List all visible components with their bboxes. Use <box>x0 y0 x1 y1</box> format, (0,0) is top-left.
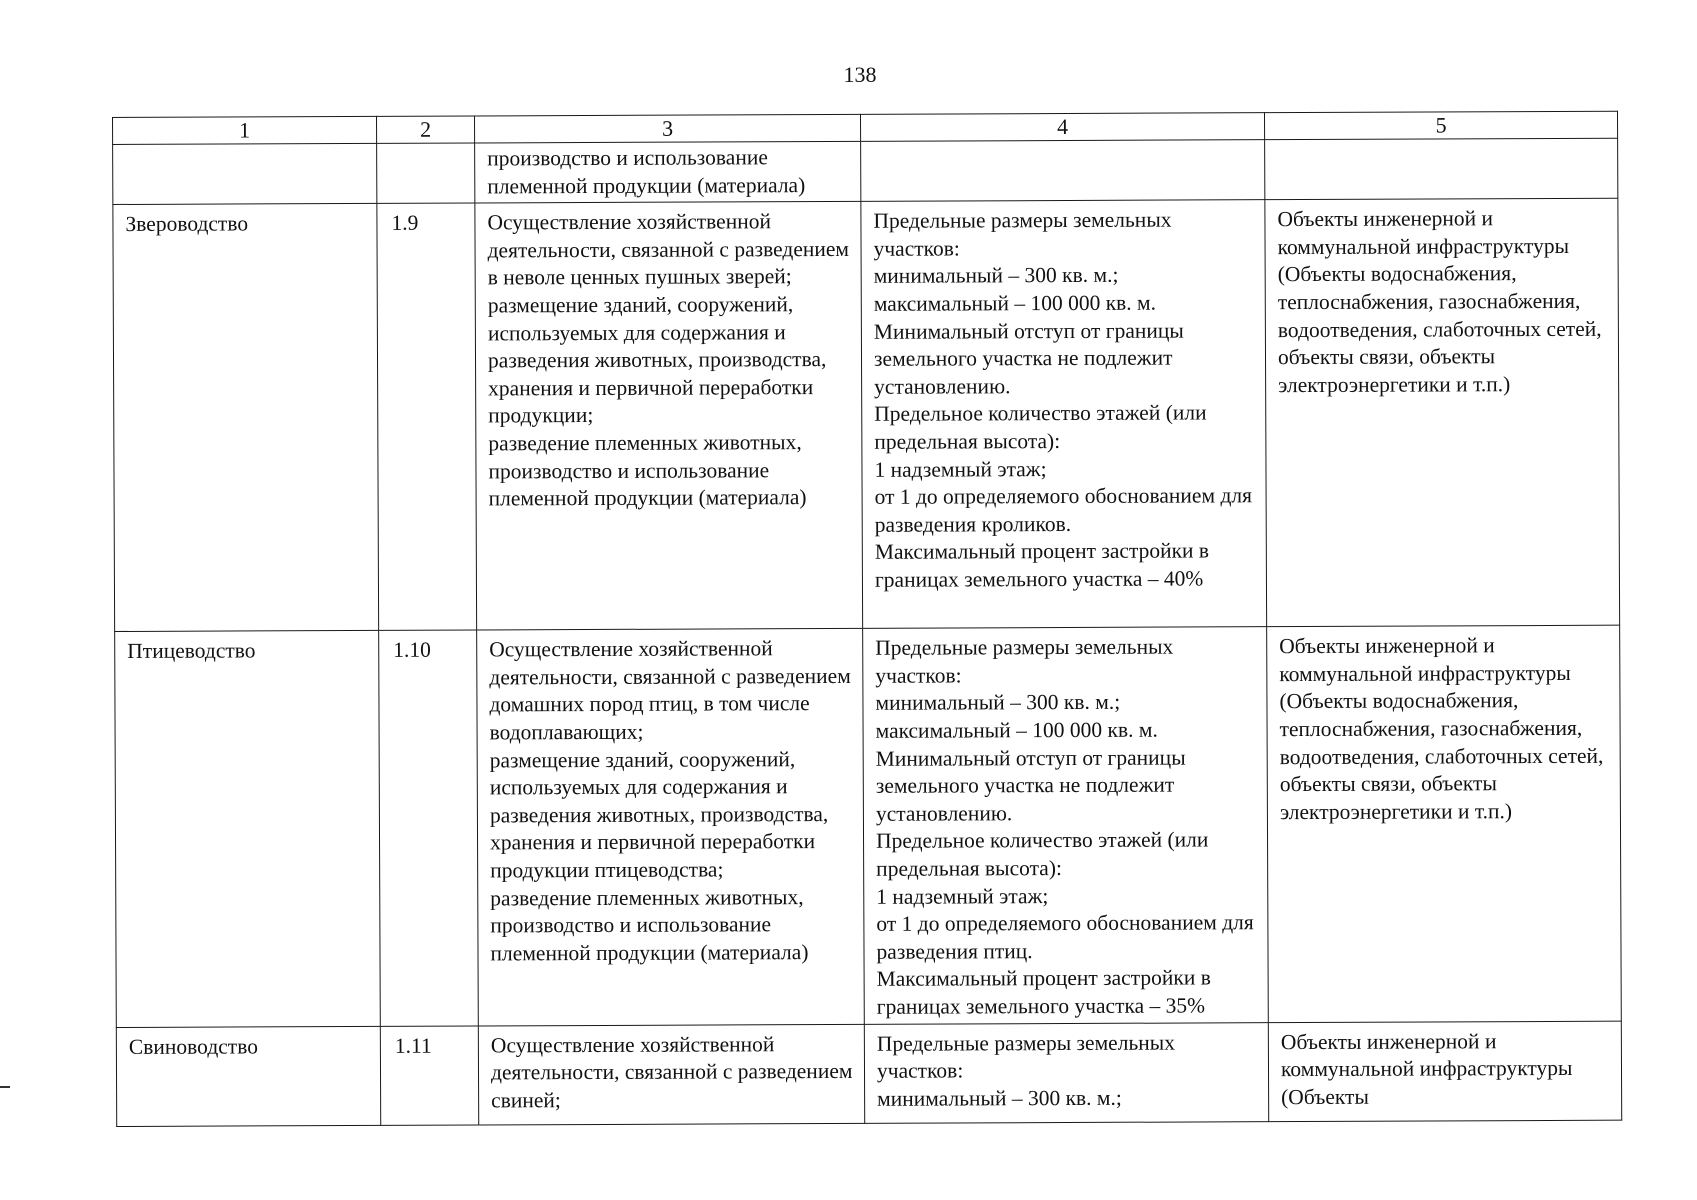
description-paragraph: разведение племенных животных, производство и использование племенной продукции (материала) <box>488 430 807 511</box>
parameter-line: максимальный – 100 000 кв. м. <box>873 290 1157 316</box>
table-row-zverovodstvo <box>113 198 1620 631</box>
cell-parameters <box>863 627 1269 1024</box>
parameter-line: Предельные размеры земельных участков: <box>875 634 1174 688</box>
table-row-pticevodstvo <box>115 625 1622 1027</box>
cell-name <box>113 143 377 204</box>
cell-description <box>477 629 865 1026</box>
cell-parameters <box>861 200 1267 629</box>
parameter-line: от 1 до определяемого обоснованием для разведения кроликов. <box>874 483 1253 537</box>
parameter-line: Предельное количество этажей (или предельная высота): <box>875 827 1209 881</box>
scan-edge-mark <box>0 1086 10 1088</box>
parameter-line: Предельное количество этажей (или предельная высота): <box>874 400 1207 454</box>
parameter-line: 1 надземный этаж; <box>876 883 1049 909</box>
cell-code: 1.10 <box>379 630 479 1026</box>
column-header-4: 4 <box>860 113 1264 142</box>
parameter-line: 1 надземный этаж; <box>874 456 1047 482</box>
cell-code: 1.9 <box>377 203 477 630</box>
column-header-2: 2 <box>376 116 474 143</box>
parameter-line: минимальный – 300 кв. м.; <box>877 1085 1122 1111</box>
description-paragraph: размещение зданий, сооружений, используемых для содержания и разведения животных, производства, хранения и первичной переработки продукции птицеводства; <box>489 746 829 883</box>
cell-parameters <box>864 1022 1268 1123</box>
description-paragraph: Осуществление хозяйственной деятельности, связанной с разведением свиней; <box>490 1031 853 1113</box>
description-paragraph: размещение зданий, сооружений, используемых для содержания и разведения животных, производства, хранения и первичной переработки продукции; <box>487 292 827 428</box>
cell-name: Свиноводство <box>116 1026 380 1126</box>
column-header-5: 5 <box>1264 111 1617 139</box>
parameter-line: минимальный – 300 кв. м.; <box>873 263 1119 289</box>
cell-description <box>478 1024 864 1125</box>
column-header-3: 3 <box>474 114 860 143</box>
page-number: 138 <box>843 62 877 87</box>
description-paragraph: Осуществление хозяйственной деятельности, связанной с разведением домашних пород птиц, в том числе водоплавающих; <box>489 636 851 745</box>
parameter-line: Предельные размеры земельных участков: <box>876 1030 1175 1083</box>
table-row-svinovodstvo <box>116 1021 1621 1126</box>
parameter-line: Максимальный процент застройки в границах земельного участка – 35% <box>876 965 1211 1019</box>
cell-name: Птицеводство <box>115 631 381 1027</box>
description-paragraph: разведение племенных животных, производство и использование племенной продукции (материала) <box>490 884 809 966</box>
column-header-1: 1 <box>113 116 377 144</box>
parameter-line: Предельные размеры земельных участков: <box>873 207 1172 261</box>
parameter-line: от 1 до определяемого обоснованием для разведения птиц. <box>876 910 1254 964</box>
cell-objects <box>1265 138 1618 200</box>
cell-description <box>475 202 863 631</box>
cell-objects: Объекты инженерной и коммунальной инфраструктуры (Объекты водоснабжения, теплоснабжения, газоснабжения, водоотведения, слаботочных сетей, объекты связи, объекты электроэнергетики и т.п.) <box>1267 625 1622 1022</box>
parameter-line: максимальный – 100 000 кв. м. <box>875 717 1158 743</box>
cell-code: 1.11 <box>380 1025 478 1124</box>
parameter-line: Минимальный отступ от границы земельного участка не подлежит установлению. <box>873 318 1184 399</box>
cell-description: производство и использование племенной продукции (материала) <box>475 141 861 203</box>
parameter-line: минимальный – 300 кв. м.; <box>875 690 1121 716</box>
cell-objects: Объекты инженерной и коммунальной инфраструктуры (Объекты <box>1268 1021 1621 1121</box>
parameter-line: Максимальный процент застройки в границах земельного участка – 40% <box>874 538 1210 592</box>
parameter-line: Минимальный отступ от границы земельного участка не подлежит установлению. <box>875 745 1186 826</box>
cell-code <box>377 143 475 204</box>
cell-objects: Объекты инженерной и коммунальной инфраструктуры (Объекты водоснабжения, теплоснабжения, газоснабжения, водоотведения, слаботочных сетей, объекты связи, объекты электроэнергетики и т.п.) <box>1265 198 1620 626</box>
description-paragraph: Осуществление хозяйственной деятельности, связанной с разведением в неволе ценных пушных зверей; <box>487 209 850 290</box>
cell-name: Звероводство <box>113 204 379 632</box>
table-row-continuation <box>113 138 1618 204</box>
land-use-table <box>112 111 1622 1127</box>
cell-parameters <box>861 140 1265 202</box>
